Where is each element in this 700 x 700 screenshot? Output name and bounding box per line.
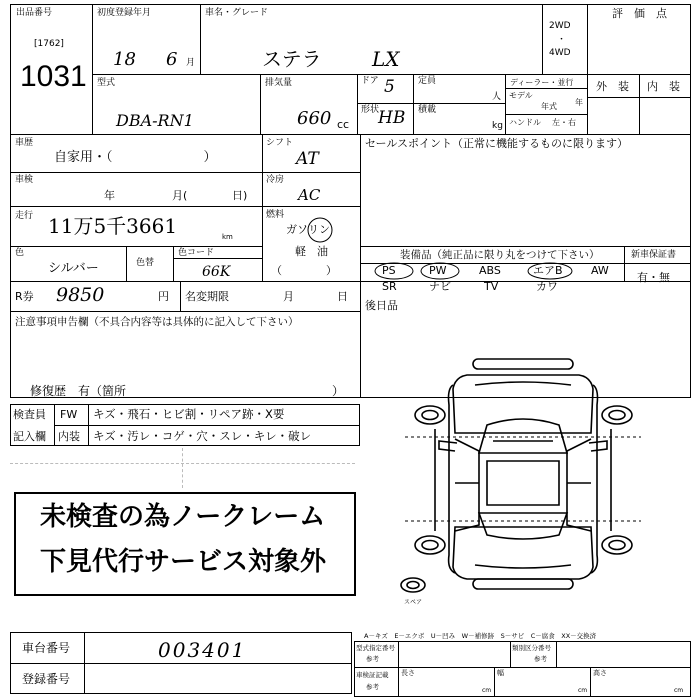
lot-label: 出品番号 (16, 8, 53, 18)
first-registration-month: 6 (166, 49, 178, 70)
dealer-label: ディーラー・並行 (510, 78, 574, 87)
equipment-header: 装備品（純正品に限り丸をつけて下さい） (400, 249, 600, 261)
recycle-yen-unit: 円 (158, 290, 169, 303)
shift-value: AT (296, 149, 319, 169)
equipment-abs: ABS (479, 264, 501, 277)
inspector-label-2: 記入欄 (13, 430, 46, 443)
handle-options: 左・右 (552, 118, 576, 127)
lot-small-number: [1762] (34, 39, 64, 49)
color-code-label: 色コード (178, 248, 215, 258)
first-registration-label: 初度登録年月 (97, 8, 152, 18)
shape-value: HB (378, 108, 406, 128)
color-value: シルバー (48, 261, 99, 276)
recycle-label: R券 (15, 290, 34, 303)
capacity-label: 定員 (418, 76, 437, 86)
fw-label: FW (60, 408, 78, 421)
gasoline-circle (306, 216, 336, 244)
color-code-value: 66K (202, 264, 231, 280)
interior-label: 内 装 (647, 80, 680, 93)
name-change-day-unit: 日 (337, 290, 348, 303)
mileage-label: 走行 (15, 211, 34, 221)
interior-inspect-label: 内装 (58, 430, 80, 443)
fuel-paren: （ ） (271, 264, 337, 277)
staff-cm-1: cm (482, 687, 492, 694)
first-registration-year: 18 (113, 49, 136, 70)
exterior-label: 外 装 (596, 80, 629, 93)
drive-dot: ・ (557, 35, 567, 45)
model-year-label2: 年式 (541, 102, 557, 111)
name-change-month-unit: 月 (283, 290, 294, 303)
car-name: ステラ (262, 47, 322, 71)
repair-label: 修復歴 有（箇所 (30, 384, 127, 398)
equipment-leather: カワ (536, 280, 558, 293)
lot-number: 1031 (20, 60, 87, 93)
displacement-label: 排気量 (265, 78, 293, 88)
equipment-navi: ナビ (429, 280, 451, 293)
aircon-label: 冷房 (266, 175, 285, 185)
warranty-label: 新車保証書 (631, 250, 677, 260)
rating-label: 評 価 点 (612, 7, 667, 20)
staff-cell1-a: 型式指定番号 (356, 644, 395, 652)
staff-width: 幅 (497, 669, 504, 677)
shift-label: シフト (266, 138, 294, 148)
inspection-label: 車検 (15, 175, 34, 185)
color-change-label: 色替 (136, 258, 155, 268)
year-unit: 年 (575, 98, 583, 107)
drive-4wd: 4WD (549, 48, 571, 58)
chassis-value: 003401 (158, 638, 247, 662)
warranty-value: 有・無 (637, 271, 670, 284)
equipment-ps: PS (382, 264, 396, 277)
car-grade: LX (372, 47, 400, 71)
staff-cell2-b: 参考 (534, 655, 547, 663)
history-label: 車歴 (15, 138, 34, 148)
car-name-label: 車名・グレード (205, 8, 269, 18)
staff-cm-2: cm (578, 687, 588, 694)
equipment-sr: SR (382, 280, 397, 293)
handle-label: ハンドル (509, 118, 541, 127)
color-label: 色 (15, 248, 25, 258)
drive-2wd: 2WD (549, 21, 571, 31)
cc-unit: cc (337, 118, 350, 131)
equipment-circles (372, 262, 582, 282)
inspector-label-1: 検査員 (13, 408, 46, 421)
name-change-label: 名変期限 (185, 290, 229, 303)
staff-length: 長さ (401, 669, 415, 677)
notice-line-2: 下見代行サービス対象外 (40, 546, 327, 576)
displacement-value: 660 (297, 108, 332, 129)
person-unit: 人 (492, 92, 502, 102)
notes-label: 注意事項申告欄（不具合内容等は具体的に記入して下さい） (15, 316, 299, 328)
load-label: 積載 (418, 105, 437, 115)
after-date-label: 後日品 (365, 299, 398, 312)
equipment-tv: TV (484, 280, 499, 293)
model-year-label: モデル (509, 91, 533, 100)
model-label: 型式 (97, 78, 116, 88)
spare-label: スペア (404, 599, 423, 606)
repair-close: ） (332, 384, 345, 398)
registration-label: 登録番号 (22, 672, 71, 686)
interior-inspect-text: キズ・汚レ・コゲ・穴・スレ・キレ・破レ (93, 429, 312, 443)
km-unit: km (222, 233, 233, 241)
inspection-day-unit: 日) (232, 189, 248, 202)
staff-cell2-a: 類別区分番号 (512, 644, 551, 652)
model-value: DBA-RN1 (116, 111, 194, 130)
month-unit: 月 (186, 58, 196, 68)
equipment-pw: PW (429, 264, 447, 277)
recycle-value: 9850 (56, 284, 105, 306)
kg-unit: kg (492, 121, 503, 131)
equipment-airbag: エアB (533, 264, 563, 277)
door-value: 5 (384, 77, 395, 97)
staff-cell3-b: 参考 (366, 683, 379, 691)
equipment-aw: AW (591, 264, 609, 277)
chassis-label: 車台番号 (22, 641, 71, 655)
fuel-diesel: 軽 油 (295, 245, 328, 258)
fw-text: キズ・飛石・ヒビ割・リペア跡・X要 (93, 407, 285, 421)
staff-cell3-a: 車検証記載 (356, 671, 389, 679)
damage-legend: A－キズ E－エクボ U－凹み W－補修跡 S－サビ C－腐食 XX－交換済 (364, 632, 597, 640)
fuel-gasoline: ガソリン (286, 223, 330, 236)
mileage-value: 11万5千3661 (48, 214, 178, 238)
staff-height: 高さ (593, 669, 607, 677)
inspection-year-unit: 年 (104, 189, 115, 202)
aircon-value: AC (298, 186, 321, 204)
notice-line-1: 未検査の為ノークレーム (40, 501, 326, 531)
inspection-month-unit: 月( (172, 189, 188, 202)
staff-cell1-b: 参考 (366, 655, 379, 663)
history-value: 自家用・（ ） (54, 150, 217, 165)
shape-label: 形状 (361, 105, 380, 115)
car-damage-diagram (395, 355, 645, 615)
door-label: ドア (361, 76, 379, 86)
staff-cm-3: cm (674, 687, 684, 694)
sales-point-label: セールスポイント（正常に機能するものに限ります） (365, 137, 629, 150)
fuel-label: 燃料 (266, 210, 285, 220)
